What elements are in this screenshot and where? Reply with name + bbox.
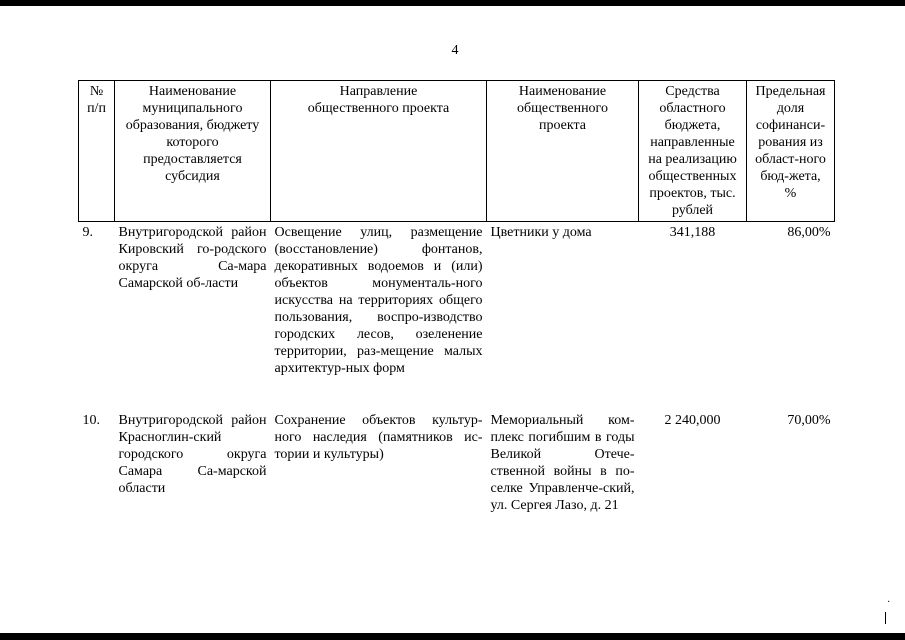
row-municipality: Внутригородской район Красноглин-ский городского округа Самара Са-марской области [118, 413, 267, 496]
row-funds: 341,188 [669, 225, 716, 240]
page-number: 4 [451, 43, 459, 58]
row-funds: 2 240,000 [664, 413, 721, 428]
bottom-border [0, 633, 905, 640]
header-share: Предельная доля софинанси-рования из област-ного бюд-жета, % [747, 81, 835, 222]
row-direction: Освещение улиц, размещение (восстановление) фонтанов, декоративных водоемов и (или) объектов монументаль-ного искусства на территориях общего пользования, воспро-изводство городских лесов, озеленение территории, раз-мещение малых архитектур-ных форм [274, 225, 483, 376]
table-row [79, 404, 835, 516]
top-border [0, 0, 905, 6]
row-number: 9. [82, 225, 93, 240]
table-row [79, 222, 835, 405]
header-project: Наименование общественного проекта [487, 81, 639, 222]
row-direction: Сохранение объектов культур-ного наследия (памятников ис-тории и культуры) [274, 413, 483, 462]
row-share: 70,00% [787, 413, 831, 428]
subsidy-table [78, 80, 835, 516]
table-header-row [79, 81, 835, 222]
scan-tick [885, 612, 886, 624]
row-number: 10. [82, 413, 100, 428]
row-project: Цветники у дома [490, 225, 592, 240]
header-municipality: Наименование муниципального образования, бюджету которого предоставляется субсидия [115, 81, 271, 222]
row-municipality: Внутригородской район Кировский го-родского округа Са-мара Самарской об-ласти [118, 225, 267, 291]
row-project: Мемориальный ком-плекс погибшим в годы Великой Отече-ственной войны в по-селке Управленче-ский, ул. Сергея Лазо, д. 21 [490, 413, 635, 513]
header-direction: Направление общественного проекта [271, 81, 487, 222]
row-share: 86,00% [787, 225, 831, 240]
scan-mark: · [887, 597, 891, 608]
header-number: № п/п [79, 81, 115, 222]
header-funds: Средства областного бюджета, направленные на реализацию общественных проектов, тыс. рублей [639, 81, 747, 222]
